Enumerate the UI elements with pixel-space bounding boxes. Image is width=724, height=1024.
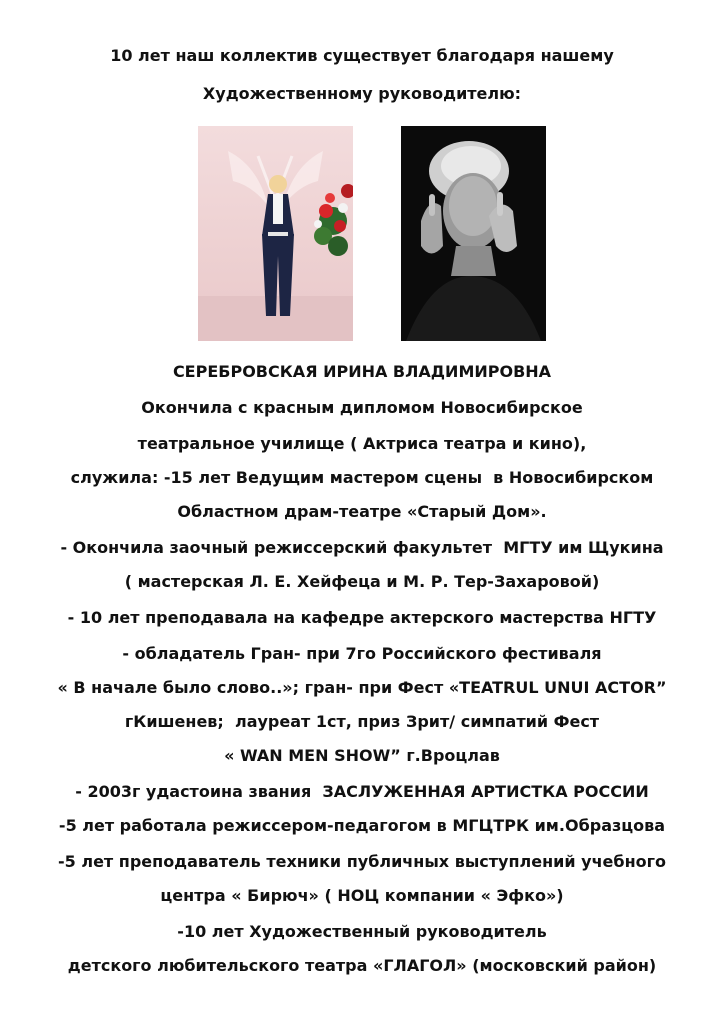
- bio-line: ( мастерская Л. Е. Хейфеца и М. Р. Тер-Захаровой): [124, 572, 600, 591]
- bio-line: - Окончила заочный режиссерский факультет МГТУ им Щукина: [60, 538, 664, 557]
- bio-line: - 2003г удастоина звания ЗАСЛУЖЕННАЯ АРТИСТКА РОССИИ: [75, 782, 649, 801]
- bio-line: Областном драм-театре «Старый Дом».: [177, 502, 547, 521]
- bio-line: Окончила с красным дипломом Новосибирское: [141, 398, 583, 417]
- bio-line: « WAN MEN SHOW” г.Вроцлав: [224, 746, 500, 765]
- bio-line: детского любительского театра «ГЛАГОЛ» (московский район): [67, 956, 657, 975]
- person-name: СЕРЕБРОВСКАЯ ИРИНА ВЛАДИМИРОВНА: [172, 362, 552, 381]
- bio-line: театральное училище ( Актриса театра и кино),: [137, 434, 587, 453]
- bio-line: -5 лет преподаватель техники публичных выступлений учебного: [58, 852, 666, 871]
- photo-portrait-bw: [401, 126, 546, 341]
- heading-line-1: 10 лет наш коллектив существует благодаря нашему: [110, 46, 614, 65]
- bio-line: - обладатель Гран- при 7го Российского фестиваля: [122, 644, 602, 663]
- bio-line: служила: -15 лет Ведущим мастером сцены в Новосибирском: [70, 468, 654, 487]
- bio-line: -10 лет Художественный руководитель: [177, 922, 547, 941]
- bio-line: -5 лет работала режиссером-педагогом в МГЦТРК им.Образцова: [58, 816, 666, 835]
- bio-line: центра « Бирюч» ( НОЦ компании « Эфко»): [160, 886, 564, 905]
- heading-line-2: Художественному руководителю:: [202, 84, 522, 103]
- bio-line: гКишенев; лауреат 1ст, приз Зрит/ симпатий Фест: [124, 712, 600, 731]
- bio-line: « В начале было слово..»; гран- при Фест «TEATRUL UNUI ACTOR”: [57, 678, 667, 697]
- photo-portrait-color: [198, 126, 353, 341]
- bio-line: - 10 лет преподавала на кафедре актерского мастерства НГТУ: [67, 608, 657, 627]
